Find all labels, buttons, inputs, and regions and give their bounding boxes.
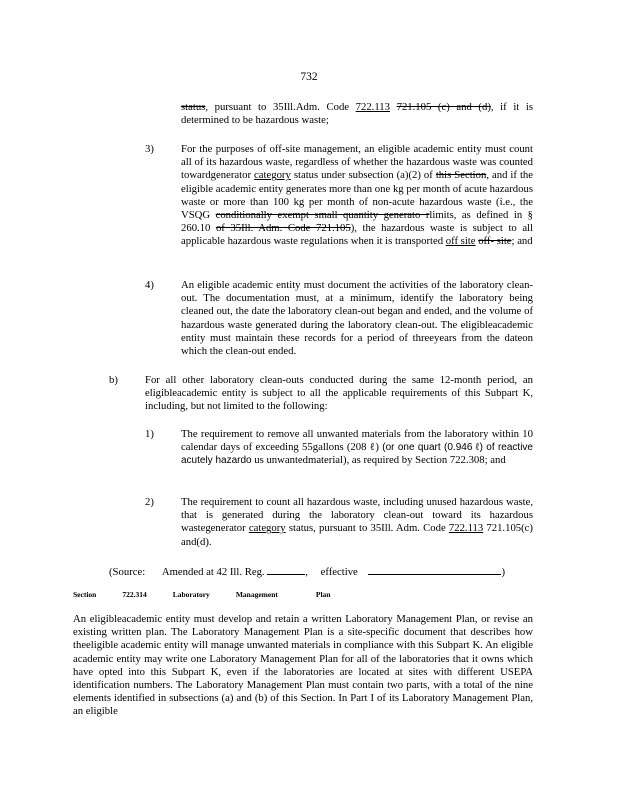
item-3-text: [181, 143, 533, 249]
intro-text-end: , if it is determined to be hazardous waste;: [181, 101, 533, 127]
item-3-part: limits, as defined in § 260.10: [181, 209, 533, 235]
item-b2-part: status, pursuant to 35Ill. Adm. Code: [285, 522, 449, 535]
item-3-number: 3): [145, 143, 154, 155]
struck-text: this Section: [435, 169, 487, 182]
source-note: [109, 564, 505, 578]
underlined-citation: 722.113: [355, 101, 390, 113]
section-title-word: Management: [235, 590, 278, 599]
inserted-text: category: [254, 169, 291, 182]
item-b2-text: [181, 496, 533, 549]
item-3-part: ; and: [511, 235, 533, 248]
item-b2-number: 2): [145, 496, 154, 508]
item-b1-part: The requirement to remove all unwanted materials from the laboratory within 10 calendar days of exceeding 55gallons (208 ℓ): [181, 428, 533, 454]
item-4-text: An eligible academic entity must document the activities of the laboratory clean-out. The documentation must, at a minimum, identify the laboratory being cleaned out, the date the laboratory clean-out began and ended, and the volume of hazardous waste generated during the laboratory clean-out. The eligibleacademic entity must maintain these records for a period of threeyears from the dateon which the clean-out ended.: [181, 279, 533, 358]
effective-blank: [368, 564, 501, 575]
section-title-word: Laboratory: [172, 590, 210, 599]
section-heading: [73, 590, 356, 599]
struck-text: of 35Ill. Adm. Code 721.105: [215, 222, 351, 235]
struck-text: conditionally exempt small quantity generato r: [215, 209, 430, 222]
item-b2-part: The requirement to count all hazardous waste, including unused hazardous waste, that is generated during the laboratory clean-out toward its hazardous wastegenerator: [181, 496, 533, 535]
item-3-part: status under subsection (a)(2) of: [290, 169, 436, 182]
item-3-part: For the purposes of off-site management, an eligible academic entity must count all of its hazardous waste, regardless of whether the hazardous waste was counted towardgenerator: [181, 143, 533, 182]
item-b1-part: us unwantedmaterial), as required by Section 722.308; and: [251, 454, 506, 467]
spacer-text: [390, 101, 397, 113]
item-3-part: ), the hazardous waste is subject to all applicable hazardous waste regulations when it is transported: [181, 222, 533, 248]
source-effective: effective: [320, 566, 358, 578]
source-label: (Source:: [109, 566, 146, 578]
source-comma: ,: [305, 566, 308, 578]
section-title-word: Plan: [315, 590, 331, 599]
item-b2-part: 721.105(c) and(d).: [181, 522, 533, 548]
item-b-text: For all other laboratory clean-outs conducted during the same 12-month period, an eligibleacademic entity is subject to all the applicable requirements of this Subpart K, including, but not limited to the following:: [145, 374, 533, 413]
intro-continuation: [181, 101, 533, 127]
struck-text: off- site: [478, 235, 512, 248]
reg-blank: [267, 564, 305, 575]
item-b-number: b): [109, 374, 118, 386]
body-paragraph: An eligibleacademic entity must develop and retain a written Laboratory Management Plan, or revise an existing written plan. The Laboratory Management Plan is a site-specific document that describes how theeligible academic entity will manage unwanted materials in compliance with this Subpart K. An eligible academic entity may write one Laboratory Management Plan for all of the laboratories that it owns which have opted into this Subpart K, even if the laboratories are located at sites with different USEPA identification numbers. The Laboratory Management Plan must contain two parts, with a total of the nine elements identified in subsections (a) and (b) of this Section. In Part I of its Laboratory Management Plan, an eligible: [73, 613, 533, 718]
struck-text: status: [181, 101, 206, 113]
inserted-sans-text: (or one quart (0.946 ℓ) of reactive acutely hazardo: [181, 442, 533, 467]
section-label: Section: [73, 590, 97, 599]
inserted-text: category: [248, 522, 286, 535]
item-b1-number: 1): [145, 428, 154, 440]
source-text: Amended at 42 Ill. Reg.: [161, 566, 265, 578]
item-3-part: , and if the eligible academic entity generates more than one kg per month of acute hazardous waste or more than 100 kg per month of non-acute hazardous waste (i.e., the VSQG: [181, 169, 533, 222]
inserted-text: 722.113: [448, 522, 484, 535]
inserted-text: off site: [445, 235, 476, 248]
item-4-number: 4): [145, 279, 154, 291]
intro-text: , pursuant to 35Ill.Adm. Code: [205, 101, 356, 113]
item-b1-text: [181, 428, 533, 468]
struck-citation: 721.105 (c) and (d): [396, 101, 491, 113]
source-close: ): [501, 566, 506, 578]
page-number: 732: [300, 71, 318, 83]
section-number: 722.314: [122, 590, 147, 599]
